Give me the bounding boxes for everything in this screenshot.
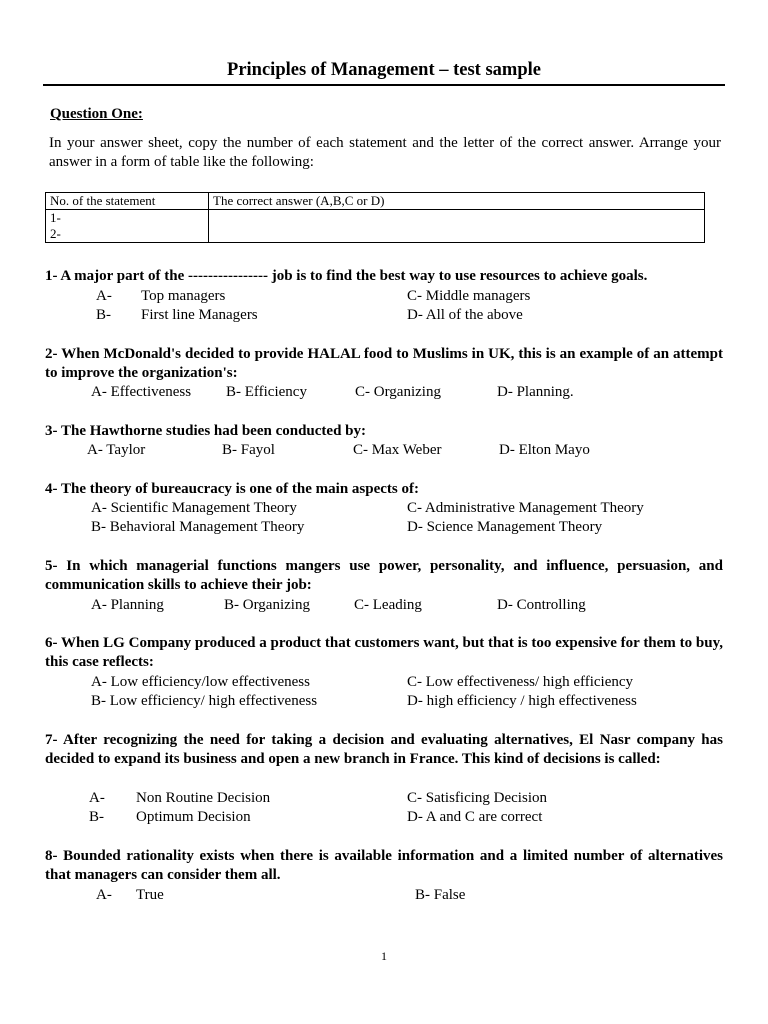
- option-text: B- Fayol: [222, 442, 275, 458]
- question-8: 8- Bounded rationality exists when there is available information and a limited number of alternatives that managers can consider them all.: [45, 848, 723, 883]
- option-text: C- Leading: [354, 597, 422, 613]
- table-header-cell: The correct answer (A,B,C or D): [209, 193, 705, 210]
- option-text: D- high efficiency / high effectiveness: [407, 693, 637, 709]
- page-title: Principles of Management – test sample: [227, 60, 541, 80]
- option-letter: A-: [89, 790, 105, 806]
- table-header-cell: No. of the statement: [46, 193, 209, 210]
- table-cell: [209, 210, 705, 243]
- option-letter: B-: [89, 809, 104, 825]
- option-text: C- Middle managers: [407, 288, 531, 304]
- option-text: A- Scientific Management Theory: [91, 500, 297, 516]
- row-number: 1-: [50, 210, 61, 225]
- option-text: D- Science Management Theory: [407, 519, 603, 535]
- option-letter: A-: [96, 887, 112, 903]
- option-text: True: [136, 887, 164, 903]
- option-text: C- Max Weber: [353, 442, 442, 458]
- table-row: [46, 210, 705, 243]
- option-text: C- Low effectiveness/ high efficiency: [407, 674, 634, 690]
- table-cell: [46, 210, 209, 243]
- option-letter: A-: [96, 288, 112, 304]
- option-text: C- Organizing: [355, 384, 441, 400]
- question-4: 4- The theory of bureaucracy is one of the main aspects of:: [45, 481, 419, 497]
- option-text: A- Effectiveness: [91, 384, 192, 400]
- option-text: B- Organizing: [224, 597, 310, 613]
- page-number: 1: [381, 949, 387, 963]
- question-2: 2- When McDonald's decided to provide HALAL food to Muslims in UK, this is an example of an attempt to improve the organization's:: [45, 346, 723, 381]
- question-heading: Question One:: [50, 106, 143, 122]
- table-header-row: [46, 193, 705, 210]
- option-text: D- Planning.: [497, 384, 574, 400]
- question-5: 5- In which managerial functions mangers use power, personality, and influence, persuasion, and communication skills to achieve their job:: [45, 558, 723, 593]
- row-number: 2-: [50, 226, 61, 241]
- option-text: A- Taylor: [87, 442, 146, 458]
- option-text: D- Controlling: [497, 597, 586, 613]
- question-1: 1- A major part of the ---------------- job is to find the best way to use resources to achieve goals.: [45, 268, 648, 284]
- option-text: C- Satisficing Decision: [407, 790, 547, 806]
- question-6: 6- When LG Company produced a product that customers want, but that is too expensive for them to buy, this case reflects:: [45, 635, 723, 670]
- option-text: D- A and C are correct: [407, 809, 543, 825]
- option-text: B- Behavioral Management Theory: [91, 519, 305, 535]
- option-text: Optimum Decision: [136, 809, 251, 825]
- option-text: B- Low efficiency/ high effectiveness: [91, 693, 318, 709]
- option-letter: B-: [96, 307, 111, 323]
- question-3: 3- The Hawthorne studies had been conducted by:: [45, 423, 367, 439]
- question-7: 7- After recognizing the need for taking a decision and evaluating alternatives, El Nasr company has decided to expand its business and open a new branch in France. This kind of decisions is called:: [45, 732, 723, 767]
- option-text: D- Elton Mayo: [499, 442, 590, 458]
- instructions-text: In your answer sheet, copy the number of each statement and the letter of the correct answer. Arrange your answer in a form of table like the following:: [49, 135, 721, 170]
- option-text: B- False: [415, 887, 466, 903]
- title-rule: [43, 84, 725, 86]
- option-text: A- Planning: [91, 597, 164, 613]
- option-text: Non Routine Decision: [136, 790, 271, 806]
- option-text: Top managers: [141, 288, 226, 304]
- option-text: D- All of the above: [407, 307, 523, 323]
- option-text: C- Administrative Management Theory: [407, 500, 644, 516]
- option-text: A- Low efficiency/low effectiveness: [91, 674, 310, 690]
- option-text: B- Efficiency: [226, 384, 307, 400]
- answer-table: [45, 192, 705, 243]
- option-text: First line Managers: [141, 307, 258, 323]
